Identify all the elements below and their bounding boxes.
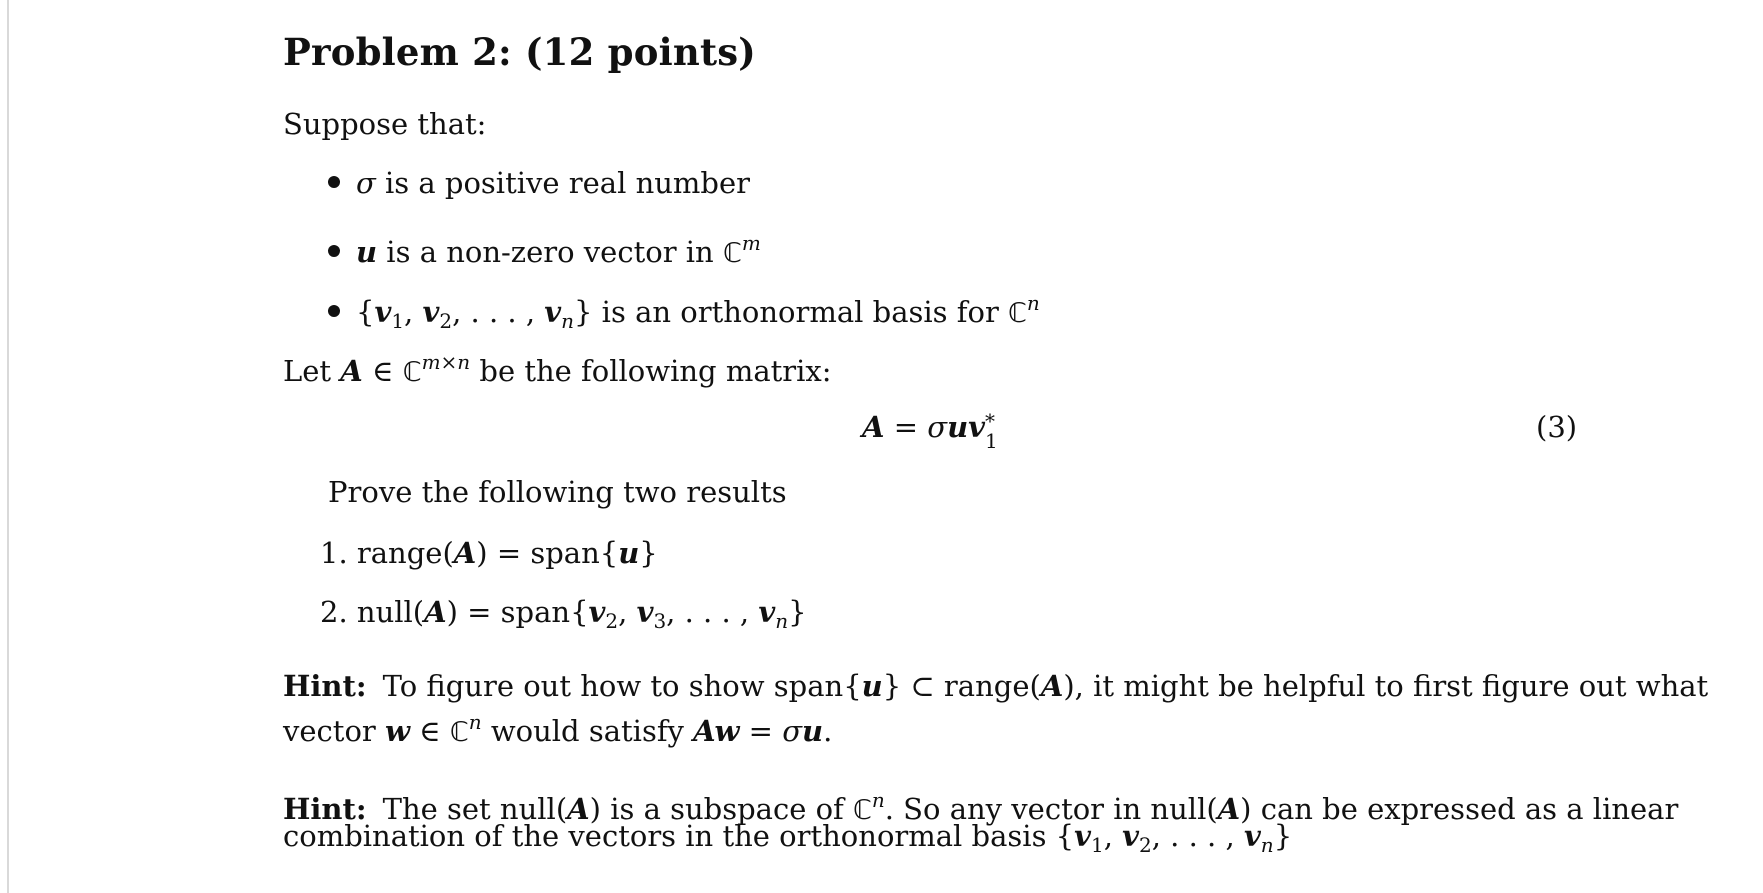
vector-v: v xyxy=(1243,819,1261,853)
let-line xyxy=(283,344,832,391)
hint-label: Hint: xyxy=(283,669,367,703)
bullet-icon xyxy=(328,176,340,188)
hint-text: } ⊂ range( xyxy=(882,669,1041,703)
result-number: 1. xyxy=(320,536,348,570)
bullet-icon xyxy=(328,305,340,317)
bullet-item-sigma xyxy=(328,165,750,201)
hint-text: ) can be expressed as a linear xyxy=(1240,792,1679,826)
complex-set-symbol: ℂ xyxy=(852,795,872,826)
brace-close: } xyxy=(1273,819,1293,853)
ellipsis: , . . . , xyxy=(666,595,759,629)
result-number: 2. xyxy=(320,595,348,629)
vector-v: v xyxy=(544,295,562,329)
span-text: ) = span{ xyxy=(476,536,619,570)
sigma-symbol: σ xyxy=(782,714,803,748)
subscript: 2 xyxy=(1139,833,1152,857)
exponent: n xyxy=(1026,291,1040,315)
w-symbol: w xyxy=(384,714,410,748)
hint2-line2: combination of the vectors in the orthonormal basis {$v_1$, $v_2$, . . . , $v_n$} xyxy=(283,819,1293,857)
matrix-A-symbol: A xyxy=(1217,792,1241,826)
hint1-line1 xyxy=(283,668,1708,704)
vector-v: v xyxy=(588,595,606,629)
hint-text: vector xyxy=(283,714,385,748)
subscript: 2 xyxy=(439,309,453,333)
subscript: 2 xyxy=(605,609,619,633)
equals-sign: = xyxy=(884,410,928,444)
subscript: 1 xyxy=(1090,833,1104,857)
subscript: n xyxy=(561,309,575,333)
equation-3 xyxy=(862,409,999,453)
brace-close: } xyxy=(574,295,593,329)
period: . xyxy=(823,714,833,748)
exponent: n xyxy=(468,710,482,734)
exponent: m xyxy=(741,231,761,255)
star-superscript: * xyxy=(985,409,996,433)
complex-set-symbol: ℂ xyxy=(722,238,742,269)
subscript: n xyxy=(1260,833,1274,857)
subscript: 1 xyxy=(391,309,405,333)
exponent: m×n xyxy=(421,350,471,374)
hint-text: ), it might be helpful to first figure out what xyxy=(1063,669,1709,703)
matrix-A-symbol: A xyxy=(453,536,477,570)
complex-set-symbol: ℂ xyxy=(449,717,469,748)
hint-text: combination of the vectors in the orthonormal basis xyxy=(283,819,1056,853)
Aw-symbol: Aw xyxy=(693,714,740,748)
vector-v: v xyxy=(422,295,440,329)
u-symbol: u xyxy=(356,235,378,269)
prove-text: Prove the following two results xyxy=(328,475,787,509)
ellipsis: , . . . , xyxy=(1151,819,1244,853)
let-pre: Let xyxy=(283,354,341,388)
intro-text: Suppose that: xyxy=(283,107,487,141)
subscript: n xyxy=(775,609,789,633)
hint-text: To figure out how to show span{ xyxy=(382,669,862,703)
problem-title: Problem 2: (12 points) xyxy=(283,30,756,74)
hint-text: . So any vector in null( xyxy=(884,792,1218,826)
matrix-A-symbol: A xyxy=(424,595,447,629)
subscript: 1 xyxy=(985,429,998,453)
sigma-symbol: σ xyxy=(356,166,376,200)
hint-label: Hint: xyxy=(283,792,367,826)
bullet-text: is an orthonormal basis for xyxy=(592,295,1009,329)
ellipsis: , . . . , xyxy=(452,295,545,329)
hint1-line2 xyxy=(283,704,832,751)
complex-set-symbol: ℂ xyxy=(402,357,422,388)
vector-v: v xyxy=(374,295,392,329)
sigma-symbol: σ xyxy=(927,410,948,444)
brace-close: } xyxy=(639,536,658,570)
matrix-A-symbol: A xyxy=(862,410,885,444)
result-item-range xyxy=(320,535,658,571)
u-symbol: u xyxy=(861,669,883,703)
matrix-A-symbol: A xyxy=(1040,669,1064,703)
vector-v: v xyxy=(968,410,986,444)
u-symbol: u xyxy=(802,714,824,748)
vector-v: v xyxy=(758,595,776,629)
bullet-item-u xyxy=(328,225,761,272)
range-text: range( xyxy=(356,536,454,570)
bullet-text: is a non-zero vector in xyxy=(377,235,723,269)
brace-close: } xyxy=(788,595,807,629)
vector-v: v xyxy=(636,595,654,629)
hint-text: ) is a subspace of xyxy=(589,792,853,826)
hint-text: would satisfy xyxy=(481,714,694,748)
result-item-null xyxy=(320,594,807,639)
conjugate-transpose-sub xyxy=(985,409,999,453)
hint-text: The set null( xyxy=(382,792,568,826)
let-post: be the following matrix: xyxy=(470,354,832,388)
u-symbol: u xyxy=(947,410,969,444)
matrix-A-symbol: A xyxy=(567,792,590,826)
bullet-text: is a positive real number xyxy=(375,166,751,200)
element-of: ∈ xyxy=(362,354,403,388)
brace-open: { xyxy=(356,295,375,329)
vector-v: v xyxy=(1122,819,1140,853)
bullet-icon xyxy=(328,245,340,257)
comma: , xyxy=(618,595,637,629)
element-of: ∈ xyxy=(409,714,450,748)
bullet-item-basis: {$v_1$, $v_2$, . . . , $v_n$} is an orthonormal basis for ℂ$^n$ xyxy=(328,285,1040,339)
u-symbol: u xyxy=(618,536,640,570)
span-text: ) = span{ xyxy=(446,595,589,629)
brace-open: { xyxy=(1055,819,1075,853)
equals-sign: = xyxy=(739,714,783,748)
equation-number: (3) xyxy=(1536,410,1578,444)
null-text: null( xyxy=(356,595,425,629)
matrix-A-symbol: A xyxy=(340,354,363,388)
vector-v: v xyxy=(1074,819,1091,853)
subscript: 3 xyxy=(653,609,667,633)
complex-set-symbol: ℂ xyxy=(1008,298,1027,329)
exponent: n xyxy=(871,788,885,812)
